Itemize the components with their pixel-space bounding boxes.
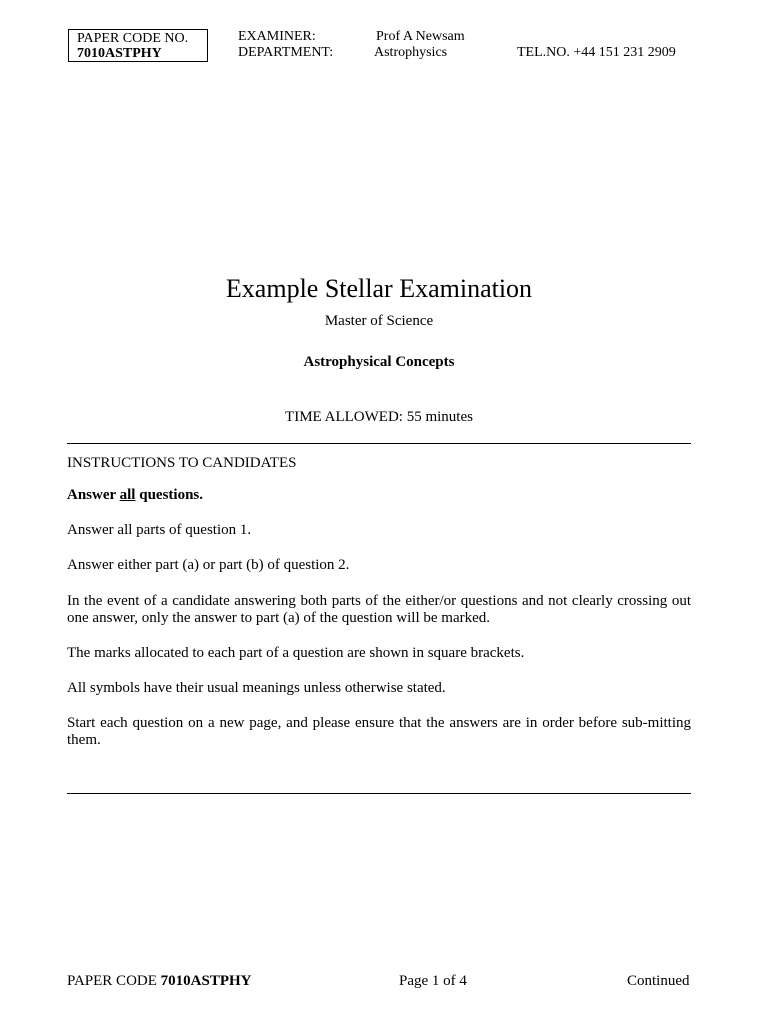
instruction-item: Start each question on a new page, and please ensure that the answers are in order before sub-mitting them.	[67, 715, 691, 748]
instructions-heading: INSTRUCTIONS TO CANDIDATES	[67, 455, 297, 471]
continued-label: Continued	[627, 973, 690, 989]
instruction-item: Answer either part (a) or part (b) of question 2.	[67, 557, 350, 573]
answer-all-instruction	[67, 487, 691, 504]
subject-name: Astrophysical Concepts	[303, 354, 455, 370]
department-name: Astrophysics	[374, 45, 448, 60]
answer-prefix: Answer	[67, 487, 120, 503]
footer-paper-code	[67, 972, 251, 990]
top-divider	[67, 443, 691, 444]
answer-all-emphasis: all	[119, 487, 136, 503]
time-allowed: TIME ALLOWED: 55 minutes	[285, 409, 473, 425]
instruction-item: In the event of a candidate answering both parts of the either/or questions and not clearly crossing out one answer, only the answer to part (a) of the question will be marked.	[67, 593, 691, 626]
instruction-item: All symbols have their usual meanings unless otherwise stated.	[67, 680, 446, 696]
instruction-item: Answer all parts of question 1.	[67, 522, 252, 538]
footer-paper-code-value: 7010ASTPHY	[160, 973, 252, 989]
paper-code-box	[68, 29, 208, 62]
bottom-divider	[67, 793, 691, 794]
paper-code: 7010ASTPHY	[77, 46, 162, 61]
exam-title: Example Stellar Examination	[225, 274, 533, 303]
answer-suffix: questions.	[135, 487, 204, 503]
degree-name: Master of Science	[324, 313, 434, 329]
examiner-label: EXAMINER:	[238, 29, 316, 44]
paper-code-label: PAPER CODE NO.	[77, 31, 189, 46]
telephone-number: TEL.NO. +44 151 231 2909	[517, 45, 676, 60]
department-label: DEPARTMENT:	[238, 45, 334, 60]
footer-paper-code-label: PAPER CODE	[67, 973, 157, 989]
examiner-name: Prof A Newsam	[376, 29, 465, 44]
page-number: Page 1 of 4	[399, 973, 467, 989]
instruction-item: The marks allocated to each part of a question are shown in square brackets.	[67, 645, 525, 661]
